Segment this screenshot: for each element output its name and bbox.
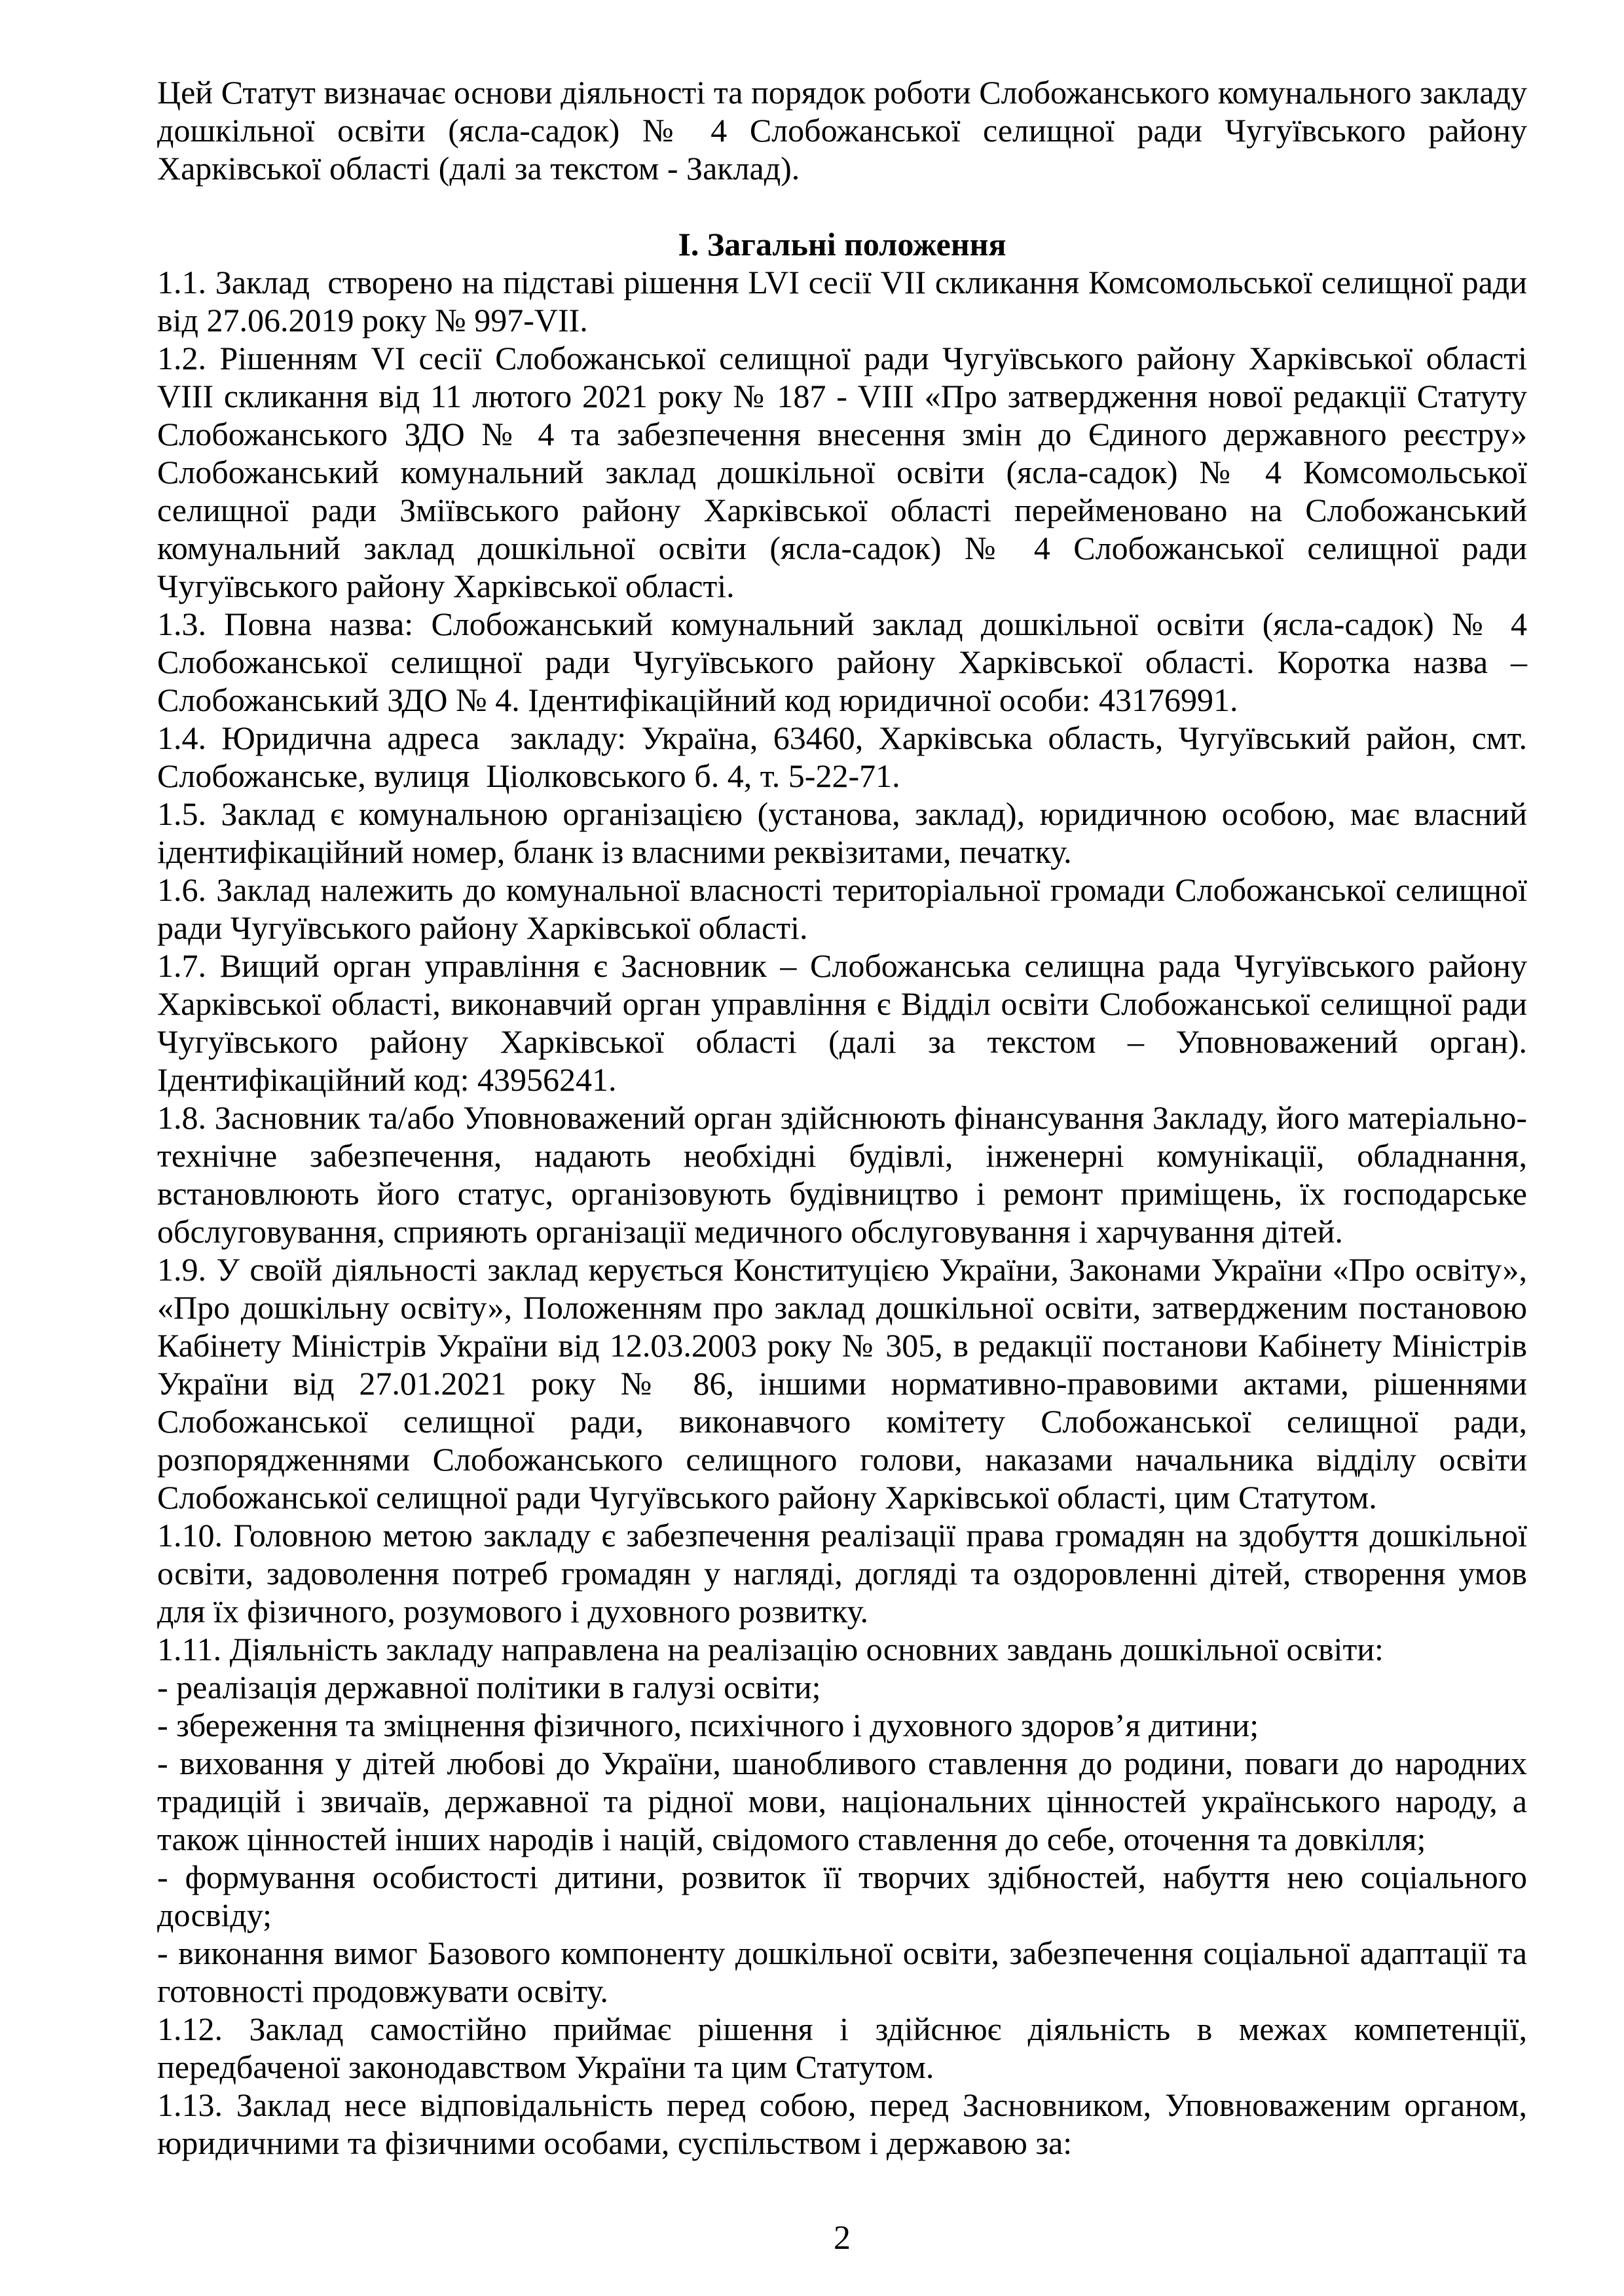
list-item-health: - збереження та зміцнення фізичного, психічного і духовного здоров’я дитини;	[157, 1707, 1259, 1743]
clause-1-2: 1.2. Рішенням VI сесії Слобожанської селищної ради Чугуївського району Харківської області VIII скликання від 11 лютого 2021 року № 187 - VIII «Про затвердження нової редакції Статуту Слобожанського ЗДО № 4 та забезпечення внесення змін до Єдиного державного реєстру» Слобожанський комунальний заклад дошкільної освіти (ясла-садок) № 4 Комсомольської селищної ради Зміївського району Харківської області перейменовано на Слобожанський комунальний заклад дошкільної освіти (ясла-садок) № 4 Слобожанської селищної ради Чугуївського району Харківської області.	[157, 340, 1527, 604]
list-item-state-policy: - реалізація державної політики в галузі освіти;	[157, 1669, 821, 1705]
clause-1-11: 1.11. Діяльність закладу направлена на реалізацію основних завдань дошкільної освіти:	[157, 1631, 1384, 1667]
list-item-upbringing: - виховання у дітей любові до України, шанобливого ставлення до родини, поваги до народних традицій і звичаїв, державної та рідної мови, національних цінностей українського народу, а також цінностей інших народів і націй, свідомого ставлення до себе, оточення та довкілля;	[157, 1745, 1527, 1857]
clause-1-4: 1.4. Юридична адреса закладу: Україна, 63460, Харківська область, Чугуївський район, смт. Слобожанське, вулиця Ціолковського б. 4, т. 5-22-71.	[157, 720, 1527, 794]
clause-1-7: 1.7. Вищий орган управління є Засновник – Слобожанська селищна рада Чугуївського району Харківської області, виконавчий орган управління є Відділ освіти Слобожанської селищної ради Чугуївського району Харківської області (далі за текстом – Уповноважений орган). Ідентифікаційний код: 43956241.	[157, 947, 1527, 1098]
clause-1-5: 1.5. Заклад є комунальною організацією (установа, заклад), юридичною особою, має власний ідентифікаційний номер, бланк із власними реквізитами, печатку.	[157, 795, 1527, 870]
list-item-personality: - формування особистості дитини, розвиток її творчих здібностей, набуття нею соціального досвіду;	[157, 1859, 1527, 1933]
clause-1-12: 1.12. Заклад самостійно приймає рішення і здійснює діяльність в межах компетенції, передбаченої законодавством України та цим Статутом.	[157, 2011, 1527, 2085]
section-heading: І. Загальні положення	[678, 226, 1006, 263]
intro-paragraph: Цей Статут визначає основи діяльності та порядок роботи Слобожанського комунального закладу дошкільної освіти (ясла-садок) № 4 Слобожанської селищної ради Чугуївського району Харківської області (далі за текстом - Заклад).	[157, 74, 1527, 187]
document-text-block	[157, 73, 1527, 2162]
clause-1-9: 1.9. У своїй діяльності заклад керується Конституцією України, Законами України «Про освіту», «Про дошкільну освіту», Положенням про заклад дошкільної освіти, затвердженим постановою Кабінету Міністрів України від 12.03.2003 року № 305, в редакції постанови Кабінету Міністрів України від 27.01.2021 року № 86, іншими нормативно-правовими актами, рішеннями Слобожанської селищної ради, виконавчого комітету Слобожанської селищної ради, розпорядженнями Слобожанського селищного голови, наказами начальника відділу освіти Слобожанської селищної ради Чугуївського району Харківської області, цим Статутом.	[157, 1251, 1527, 1516]
clause-1-1: 1.1. Заклад створено на підставі рішення LVI сесії VII скликання Комсомольської селищної ради від 27.06.2019 року № 997-VII.	[157, 264, 1527, 338]
clause-1-3: 1.3. Повна назва: Слобожанський комунальний заклад дошкільної освіти (ясла-садок) № 4 Слобожанської селищної ради Чугуївського району Харківської області. Коротка назва – Слобожанський ЗДО № 4. Ідентифікаційний код юридичної особи: 43176991.	[157, 606, 1527, 718]
clause-1-8: 1.8. Засновник та/або Уповноважений орган здійснюють фінансування Закладу, його матеріально-технічне забезпечення, надають необхідні будівлі, інженерні комунікації, обладнання, встановлюють його статус, організовують будівництво і ремонт приміщень, їх господарське обслуговування, сприяють організації медичного обслуговування і харчування дітей.	[157, 1099, 1527, 1250]
clause-1-10: 1.10. Головною метою закладу є забезпечення реалізації права громадян на здобуття дошкільної освіти, задоволення потреб громадян у нагляді, догляді та оздоровленні дітей, створення умов для їх фізичного, розумового і духовного розвитку.	[157, 1517, 1527, 1630]
clause-1-6: 1.6. Заклад належить до комунальної власності територіальної громади Слобожанської селищної ради Чугуївського району Харківської області.	[157, 871, 1527, 946]
clause-1-13: 1.13. Заклад несе відповідальність перед собою, перед Засновником, Уповноваженим органом, юридичними та фізичними особами, суспільством і державою за:	[157, 2086, 1527, 2161]
list-item-basic-component: - виконання вимог Базового компоненту дошкільної освіти, забезпечення соціальної адаптації та готовності продовжувати освіту.	[157, 1935, 1527, 2009]
page-number: 2	[834, 2219, 851, 2257]
blank-line	[157, 187, 1527, 225]
